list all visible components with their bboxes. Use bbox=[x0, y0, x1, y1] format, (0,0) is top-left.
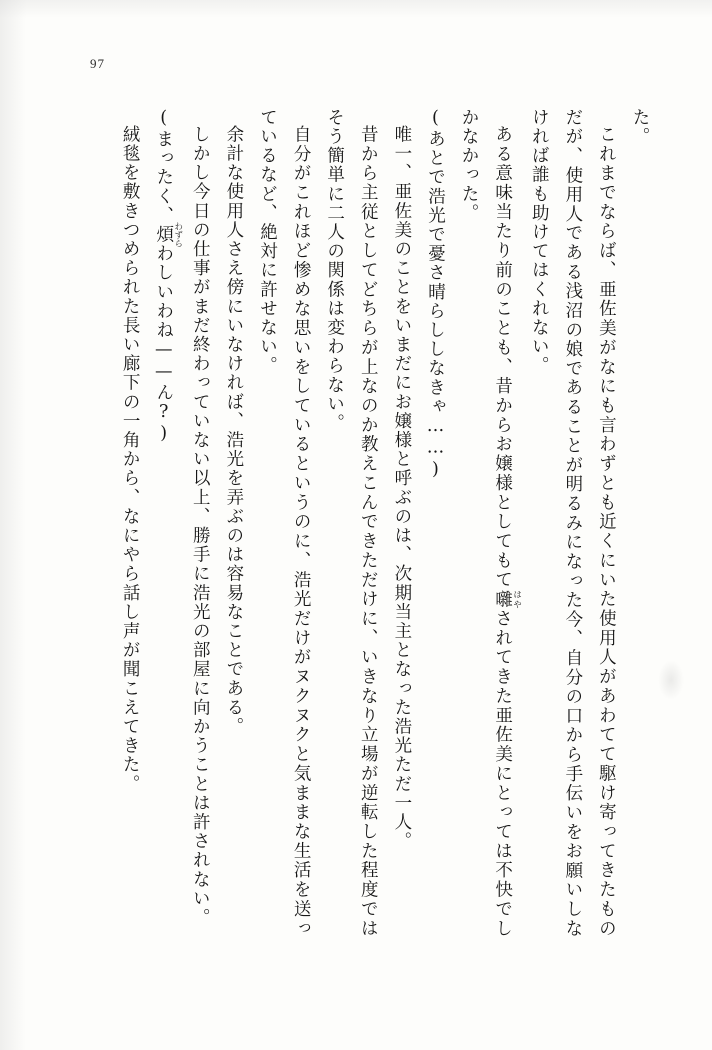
paragraph: (あとで浩光で憂さ晴らししなきゃ……) bbox=[425, 108, 446, 481]
paragraph: (まったく、煩 わずらわしいわね——ん?) bbox=[153, 108, 183, 446]
paragraph: これまでならば、亜佐美がなにも言わずとも近くにいた使用人があわてて駆け寄ってきたものだが、使用人である浅沼の娘であることが明るみになった今、自分の口から手伝いをお願いしなければ誰も助けてはくれない。 bbox=[529, 108, 617, 938]
body-text bbox=[66, 108, 656, 938]
page-left-shadow bbox=[0, 0, 26, 1050]
paragraph: 絨毯を敷きつめられた長い廊下の一角から、なにやら話し声が聞こえてきた。 bbox=[120, 125, 141, 794]
paragraph: た。 bbox=[630, 108, 650, 147]
paragraph: 自分がこれほど惨めな思いをしているというのに、浩光だけがヌクヌクと気ままな生活を送っているなど、絶対に許せない。 bbox=[257, 108, 312, 938]
paragraph: しかし今日の仕事がまだ終わっていない以上、勝手に浩光の部屋に向かうことは許されない。 bbox=[190, 125, 211, 928]
paragraph: 余計な使用人さえ傍にいなければ、浩光を弄ぶのは容易なことである。 bbox=[223, 125, 244, 737]
page-top-shadow bbox=[0, 0, 712, 18]
ruby-annotation: 囃 はや bbox=[492, 589, 522, 610]
paragraph: 昔から主従としてどちらが上なのか教えこんできただけに、いきなり立場が逆転した程度ではそう簡単に二人の関係は変わらない。 bbox=[324, 108, 379, 938]
page-number: 97 bbox=[90, 56, 105, 71]
paragraph: 唯一、亜佐美のことをいまだにお嬢様と呼ぶのは、次期当主となった浩光ただ一人。 bbox=[391, 125, 412, 851]
paragraph: ある意味当たり前のことも、昔からお嬢様としてもて囃 はやされてきた亜佐美にとっては不快でしかなかった。 bbox=[459, 108, 522, 939]
page-smudge bbox=[658, 660, 684, 700]
ruby-annotation: 煩 わずら bbox=[153, 221, 183, 248]
